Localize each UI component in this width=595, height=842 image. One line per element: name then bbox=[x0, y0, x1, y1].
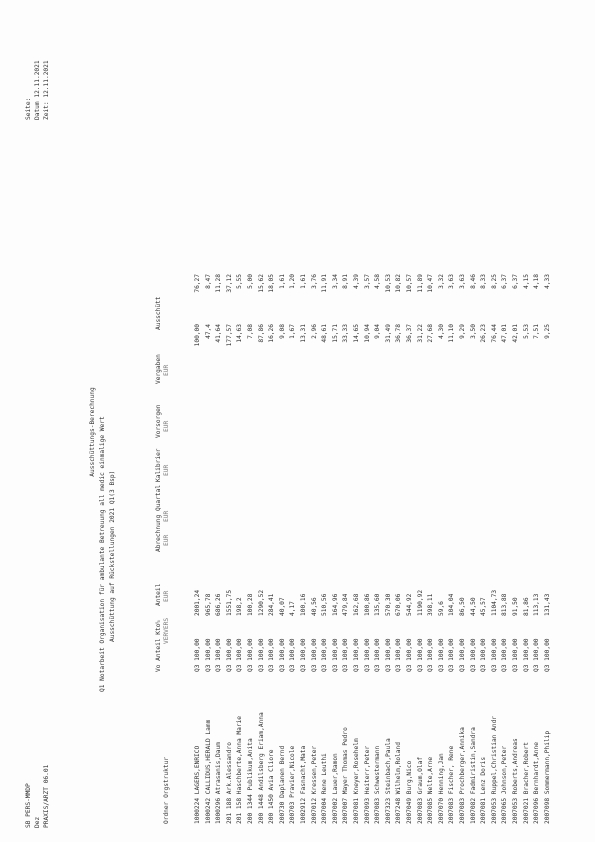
row-ausschuett: 18,05 bbox=[268, 274, 276, 293]
row-name: 2007083 Graum,Olaf bbox=[416, 756, 424, 824]
row-ausschuett: 10,53 bbox=[384, 274, 392, 293]
row-vergaben: 5,53 bbox=[522, 324, 530, 339]
col-abrechnung: Abrechnung Quartal bbox=[155, 484, 162, 552]
row-kosten: Q3 100,00 bbox=[543, 638, 551, 672]
row-anteil: 284,41 bbox=[268, 593, 276, 616]
row-kosten: Q3 100,00 bbox=[225, 638, 233, 672]
row-anteil: 1104,73 bbox=[490, 589, 498, 616]
row-vergaben: 87,86 bbox=[257, 324, 265, 343]
row-anteil: 135,60 bbox=[374, 593, 382, 616]
col-net-unit: EUR bbox=[163, 364, 170, 376]
row-name: 2007081 Kneyer,Rosehelm bbox=[353, 738, 360, 824]
row-kosten: Q3 100,00 bbox=[321, 638, 329, 672]
row-name: 200703 Pravier,Nicole bbox=[289, 745, 297, 824]
row-kosten: Q3 100,00 bbox=[469, 638, 477, 672]
row-kosten: Q3 100,00 bbox=[236, 638, 244, 672]
row-anteil: 1190,92 bbox=[416, 589, 424, 616]
row-vergaben: 3,50 bbox=[469, 324, 477, 339]
table-row bbox=[545, 44, 558, 824]
row-ausschuett: 11,28 bbox=[215, 274, 223, 293]
row-ausschuett: 15,62 bbox=[257, 274, 265, 293]
row-name: 2007323 Steinbach,Paula bbox=[384, 738, 392, 824]
row-name: 2007012 Kressen,Peter bbox=[310, 745, 318, 824]
row-vergaben: 36,78 bbox=[395, 324, 403, 343]
col-vergaben: Vergaben bbox=[155, 354, 162, 384]
row-vergaben: 14,63 bbox=[236, 324, 244, 343]
row-anteil: 100,28 bbox=[247, 593, 254, 616]
row-ausschuett: 1,20 bbox=[289, 274, 297, 289]
row-name: 2007248 Wilhelm,Roland bbox=[395, 742, 403, 824]
row-kosten: Q3 100,00 bbox=[512, 638, 519, 672]
row-kosten: Q3 100,00 bbox=[448, 638, 456, 672]
row-kosten: Q3 100,00 bbox=[278, 638, 286, 672]
row-name: 2007085 Nelte,Arne bbox=[427, 756, 435, 824]
row-kosten: Q3 100,00 bbox=[268, 638, 276, 672]
row-anteil: 2001,24 bbox=[194, 589, 201, 616]
row-vergaben: 177,57 bbox=[225, 324, 233, 347]
row-ausschuett: 5,00 bbox=[247, 274, 254, 289]
row-ausschuett: 1,61 bbox=[300, 274, 307, 289]
row-vergaben: 26,23 bbox=[480, 324, 488, 343]
row-kosten: Q3 100,00 bbox=[300, 638, 307, 672]
report-title: Ausschüttungs-Berechnung bbox=[89, 387, 96, 477]
row-name: 200 1448 Andilsberg Eriam,Anna bbox=[257, 712, 265, 824]
row-ausschuett: 11,89 bbox=[416, 274, 424, 293]
row-ausschuett: 10,57 bbox=[406, 274, 413, 293]
row-vergaben: 100,00 bbox=[194, 324, 201, 347]
row-ausschuett: 11,91 bbox=[321, 274, 329, 293]
col-anteil-unit: EUR bbox=[163, 590, 170, 602]
row-ausschuett: 10,82 bbox=[395, 274, 403, 293]
header-left-line: Dez bbox=[34, 816, 41, 828]
row-anteil: 86,50 bbox=[459, 597, 466, 616]
row-anteil: 113,13 bbox=[533, 593, 541, 616]
row-vergaben: 41,64 bbox=[215, 324, 223, 343]
row-name: 2007049 Burg,Nico bbox=[406, 760, 413, 824]
row-anteil: 4,17 bbox=[289, 601, 297, 616]
row-vergaben: 9,04 bbox=[374, 324, 382, 339]
row-name: 200 1450 Avia Cliore bbox=[268, 749, 276, 824]
row-ausschuett: 4,58 bbox=[374, 274, 382, 289]
row-vergaben: 4,30 bbox=[437, 324, 445, 339]
row-name: 2007083 Fischer, Rene bbox=[448, 745, 456, 824]
row-name: 2007081 Lenz Doris bbox=[480, 756, 488, 824]
row-name: 2007070 Henning,Jan bbox=[437, 753, 445, 824]
row-name: 201 158 Haschberte,Anna Marie bbox=[236, 715, 244, 824]
row-anteil: 40,56 bbox=[310, 597, 318, 616]
row-name: 2007053 Roberts,Andreas bbox=[512, 738, 519, 824]
row-kosten: Q3 100,00 bbox=[194, 638, 201, 672]
row-name: 200 1344 Publikum,Anita bbox=[247, 738, 254, 824]
row-anteil: 104,04 bbox=[448, 593, 456, 616]
row-anteil: 670,06 bbox=[395, 593, 403, 616]
col-anteil: Anteil bbox=[155, 583, 162, 606]
row-vergaben: 27,68 bbox=[427, 324, 435, 343]
header-right-line: Zeit: 12.11.2021 bbox=[43, 60, 50, 120]
row-vergaben: 14,65 bbox=[353, 324, 360, 343]
row-vergaben: 47,4 bbox=[204, 324, 212, 339]
col-vorsorgen: Vorsorgen bbox=[155, 404, 162, 438]
row-vergaben: 31,49 bbox=[384, 324, 392, 343]
row-anteil: 45,57 bbox=[480, 597, 488, 616]
row-ausschuett: 3,63 bbox=[448, 274, 456, 289]
row-anteil: 100,16 bbox=[300, 593, 307, 616]
row-kosten: Q3 100,00 bbox=[374, 638, 382, 672]
row-kosten: Q3 100,00 bbox=[395, 638, 403, 672]
col-name: Ordner Orgstruktur bbox=[163, 756, 170, 824]
col-abr-unit: EUR bbox=[163, 534, 170, 546]
row-vergaben: 16,26 bbox=[268, 324, 276, 343]
row-kosten: Q3 100,00 bbox=[522, 638, 530, 672]
row-name: 2007053 Ruppel,Christian Andr bbox=[490, 715, 498, 824]
row-name: 2007093 Heiterr,Peter bbox=[363, 745, 371, 824]
row-anteil: 162,68 bbox=[353, 593, 360, 616]
row-anteil: 44,50 bbox=[469, 597, 477, 616]
row-anteil: 813,88 bbox=[501, 593, 509, 616]
header-right-line: Datum 12.11.2021 bbox=[34, 60, 41, 120]
row-kosten: Q3 100,00 bbox=[363, 638, 371, 672]
row-anteil: 59,6 bbox=[437, 601, 445, 616]
row-kosten: Q3 100,00 bbox=[427, 638, 435, 672]
row-ausschuett: 3,57 bbox=[363, 274, 371, 289]
row-ausschuett: 4,33 bbox=[543, 274, 551, 289]
row-ausschuett: 4,18 bbox=[533, 274, 541, 289]
header-left-line: PRAXIS/ARZT 06.01 bbox=[43, 764, 50, 828]
row-anteil: 1290,52 bbox=[257, 589, 265, 616]
col-kal-unit: EUR bbox=[163, 464, 170, 476]
col-kalibrier: Kalibrier bbox=[155, 448, 162, 482]
row-ausschuett: 3,34 bbox=[331, 274, 339, 289]
row-name: 2007096 Bernhardt,Anne bbox=[533, 742, 541, 824]
row-kosten: Q3 100,00 bbox=[406, 638, 413, 672]
row-ausschuett: 76,27 bbox=[194, 274, 201, 293]
row-vergaben: 33,33 bbox=[342, 324, 350, 343]
row-anteil: 544,92 bbox=[406, 593, 413, 616]
row-name: 1007082 Fadmiristin,Sandra bbox=[469, 727, 477, 824]
header-right bbox=[26, 60, 53, 120]
row-anteil: 965,78 bbox=[204, 593, 212, 616]
row-name: 200730 Daplanen Bernd bbox=[278, 745, 286, 824]
row-kosten: Q3 100,00 bbox=[384, 638, 392, 672]
row-kosten: Q3 100,00 bbox=[257, 638, 265, 672]
col-abr-unit2: EUR bbox=[163, 510, 170, 522]
row-ausschuett: 5,55 bbox=[236, 274, 244, 289]
row-anteil: 81,86 bbox=[522, 597, 530, 616]
row-kosten: Q3 100,00 bbox=[289, 638, 297, 672]
row-name: 2007021 Bracher,Robert bbox=[522, 742, 530, 824]
row-kosten: Q3 100,00 bbox=[342, 638, 350, 672]
row-kosten: Q3 100,00 bbox=[310, 638, 318, 672]
row-anteil: 510,56 bbox=[321, 593, 329, 616]
col-ausschuett: Ausschütt bbox=[155, 296, 162, 330]
row-anteil: 164,96 bbox=[331, 593, 339, 616]
col-kosten-unit2: % bbox=[155, 620, 162, 624]
row-vergaben: 9,25 bbox=[543, 324, 551, 339]
row-name: 2007065 Johnson,Peter bbox=[501, 745, 509, 824]
row-name: 2007098 Sommermann,Philip bbox=[543, 730, 551, 824]
row-ausschuett: 4,39 bbox=[353, 274, 360, 289]
row-vergaben: 9,08 bbox=[278, 324, 286, 339]
row-kosten: Q3 100,00 bbox=[533, 638, 541, 672]
row-vergaben: 11,10 bbox=[448, 324, 456, 343]
row-name: 2007004 Rene Leuthi bbox=[321, 753, 329, 824]
row-vergaben: 31,22 bbox=[416, 324, 424, 343]
row-anteil: 198,2 bbox=[236, 597, 244, 616]
row-kosten: Q3 100,00 bbox=[416, 638, 424, 672]
row-kosten: Q3 100,00 bbox=[480, 638, 488, 672]
row-anteil: 479,84 bbox=[342, 593, 350, 616]
row-anteil: 40,07 bbox=[278, 597, 286, 616]
row-kosten: Q3 100,00 bbox=[501, 638, 509, 672]
row-vergaben: 47,01 bbox=[501, 324, 509, 343]
row-ausschuett: 8,46 bbox=[469, 274, 477, 289]
header-left-line: SB PERS-MMDP bbox=[25, 783, 32, 828]
rotated-report-sheet bbox=[20, 42, 580, 842]
row-ausschuett: 4,15 bbox=[522, 274, 530, 289]
row-ausschuett: 8,33 bbox=[480, 274, 488, 289]
row-vergaben: 10,94 bbox=[363, 324, 371, 343]
row-ausschuett: 10,47 bbox=[427, 274, 435, 293]
row-kosten: Q3 100,00 bbox=[459, 638, 466, 672]
row-vergaben: 7,51 bbox=[533, 324, 541, 339]
row-ausschuett: 1,61 bbox=[278, 274, 286, 289]
row-kosten: Q3 100,00 bbox=[353, 638, 360, 672]
row-ausschuett: 8,47 bbox=[204, 274, 212, 289]
report-subtitle: Q1 Notarbeit Organisation für ambulante Betreuung all medic einmalige Wert bbox=[99, 416, 106, 692]
row-vergaben: 42,01 bbox=[512, 324, 519, 343]
row-name: 1000224 LAGERS,ENRICO bbox=[194, 745, 201, 824]
row-vergaben: 15,71 bbox=[331, 324, 339, 343]
header-right-line: Seite: bbox=[25, 97, 32, 120]
row-vergaben: 7,08 bbox=[247, 324, 254, 339]
row-ausschuett: 8,25 bbox=[490, 274, 498, 289]
row-vergaben: 1,67 bbox=[289, 324, 297, 339]
row-ausschuett: 6,37 bbox=[512, 274, 519, 289]
row-kosten: Q3 100,00 bbox=[247, 638, 254, 672]
row-vergaben: 9,29 bbox=[459, 324, 466, 339]
row-kosten: Q3 100,00 bbox=[490, 638, 498, 672]
row-name: 1002912 Fasnacht,Mata bbox=[300, 745, 307, 824]
row-ausschuett: 3,63 bbox=[459, 274, 466, 289]
row-name: 2007007 Mayer Thomas Pedro bbox=[342, 727, 350, 824]
col-ververs: VERVERS bbox=[163, 617, 170, 644]
row-vergaben: 36,37 bbox=[406, 324, 413, 343]
row-name: 1000242 CALLIDUS,HERALD Lamm bbox=[204, 719, 212, 824]
row-name: 2007002 Lauer,Ramon bbox=[331, 753, 339, 824]
col-kosten: Vo Anteil Kto bbox=[155, 623, 162, 672]
report-subtitle-2: Ausschüttung auf Rückstellungen 2021 Q1(3 Bsp) bbox=[109, 470, 116, 642]
row-anteil: 570,30 bbox=[384, 593, 392, 616]
row-name: 2007083 Schwestermann bbox=[374, 745, 382, 824]
row-kosten: Q3 100,00 bbox=[331, 638, 339, 672]
row-kosten: Q3 100,00 bbox=[437, 638, 445, 672]
row-anteil: 131,43 bbox=[543, 593, 551, 616]
row-name: 1000296 Atrasanis,Daum bbox=[215, 742, 223, 824]
row-kosten: Q3 100,00 bbox=[204, 638, 212, 672]
row-ausschuett: 3,76 bbox=[310, 274, 318, 289]
row-anteil: 686,26 bbox=[215, 593, 223, 616]
row-vergaben: 13,31 bbox=[300, 324, 307, 343]
row-anteil: 398,11 bbox=[427, 593, 435, 616]
row-kosten: Q3 100,00 bbox=[215, 638, 223, 672]
row-vergaben: 48,61 bbox=[321, 324, 329, 343]
row-ausschuett: 37,12 bbox=[225, 274, 233, 293]
row-vergaben: 2,96 bbox=[310, 324, 318, 339]
col-vor-unit: EUR bbox=[163, 420, 170, 432]
row-ausschuett: 3,32 bbox=[437, 274, 445, 289]
row-ausschuett: 6,37 bbox=[501, 274, 509, 289]
row-anteil: 100,86 bbox=[363, 593, 371, 616]
row-ausschuett: 8,91 bbox=[342, 274, 350, 289]
row-vergaben: 76,44 bbox=[490, 324, 498, 343]
row-name: 2007083 Prochberger,Annika bbox=[459, 727, 466, 824]
header-left bbox=[26, 765, 53, 828]
row-name: 201 188 Ark.Alessandro bbox=[225, 742, 233, 824]
row-anteil: 1551,75 bbox=[225, 589, 233, 616]
row-anteil: 91,50 bbox=[512, 597, 519, 616]
